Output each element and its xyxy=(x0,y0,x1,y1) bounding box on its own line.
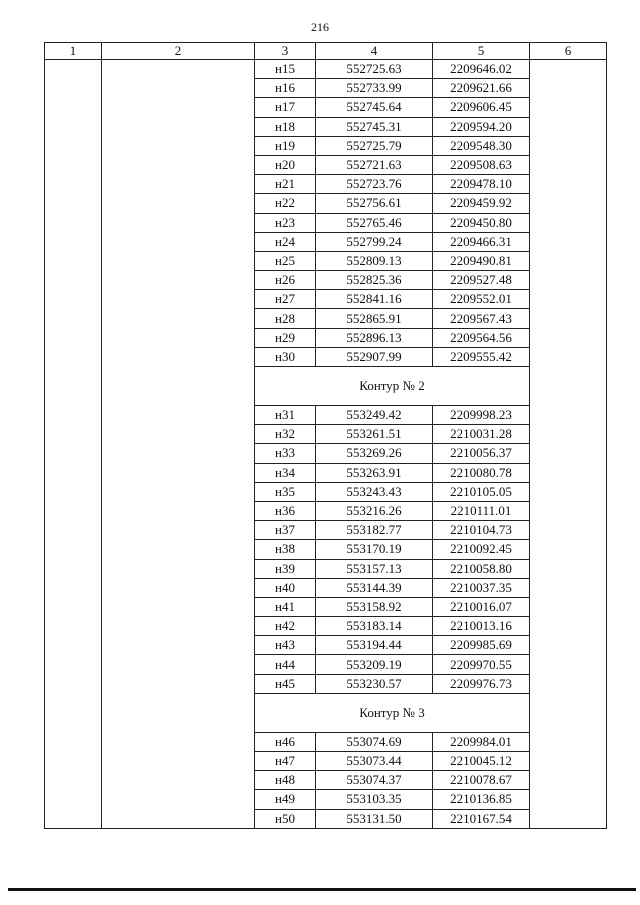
bottom-rule xyxy=(8,888,636,891)
x-coordinate-cell: 552865.91 xyxy=(316,309,433,328)
point-id-cell: н41 xyxy=(255,597,316,616)
y-coordinate-cell: 2210013.16 xyxy=(433,617,530,636)
y-coordinate-cell: 2209459.92 xyxy=(433,194,530,213)
table-body xyxy=(45,60,607,829)
column-header: 1 xyxy=(45,43,102,60)
x-coordinate-cell: 552733.99 xyxy=(316,79,433,98)
x-coordinate-cell: 553074.69 xyxy=(316,732,433,751)
y-coordinate-cell: 2209606.45 xyxy=(433,98,530,117)
x-coordinate-cell: 553269.26 xyxy=(316,444,433,463)
point-id-cell: н23 xyxy=(255,213,316,232)
y-coordinate-cell: 2209555.42 xyxy=(433,347,530,366)
point-id-cell: н37 xyxy=(255,521,316,540)
x-coordinate-cell: 552799.24 xyxy=(316,232,433,251)
y-coordinate-cell: 2209976.73 xyxy=(433,674,530,693)
x-coordinate-cell: 552756.61 xyxy=(316,194,433,213)
coordinates-table xyxy=(44,42,607,829)
x-coordinate-cell: 552745.64 xyxy=(316,98,433,117)
x-coordinate-cell: 553073.44 xyxy=(316,752,433,771)
point-id-cell: н17 xyxy=(255,98,316,117)
x-coordinate-cell: 552765.46 xyxy=(316,213,433,232)
x-coordinate-cell: 553261.51 xyxy=(316,425,433,444)
y-coordinate-cell: 2209527.48 xyxy=(433,271,530,290)
x-coordinate-cell: 552809.13 xyxy=(316,251,433,270)
point-id-cell: н24 xyxy=(255,232,316,251)
y-coordinate-cell: 2209548.30 xyxy=(433,136,530,155)
point-id-cell: н19 xyxy=(255,136,316,155)
point-id-cell: н25 xyxy=(255,251,316,270)
point-id-cell: н18 xyxy=(255,117,316,136)
y-coordinate-cell: 2210016.07 xyxy=(433,597,530,616)
y-coordinate-cell: 2209508.63 xyxy=(433,155,530,174)
y-coordinate-cell: 2209450.80 xyxy=(433,213,530,232)
y-coordinate-cell: 2210056.37 xyxy=(433,444,530,463)
contour-title: Контур № 2 xyxy=(255,367,530,406)
x-coordinate-cell: 553074.37 xyxy=(316,771,433,790)
x-coordinate-cell: 553103.35 xyxy=(316,790,433,809)
y-coordinate-cell: 2210092.45 xyxy=(433,540,530,559)
point-id-cell: н32 xyxy=(255,425,316,444)
point-id-cell: н48 xyxy=(255,771,316,790)
x-coordinate-cell: 553157.13 xyxy=(316,559,433,578)
column-header: 6 xyxy=(530,43,607,60)
point-id-cell: н30 xyxy=(255,347,316,366)
x-coordinate-cell: 553216.26 xyxy=(316,501,433,520)
x-coordinate-cell: 553263.91 xyxy=(316,463,433,482)
y-coordinate-cell: 2209970.55 xyxy=(433,655,530,674)
column-2-cell xyxy=(102,60,255,829)
y-coordinate-cell: 2210136.85 xyxy=(433,790,530,809)
y-coordinate-cell: 2210111.01 xyxy=(433,501,530,520)
x-coordinate-cell: 552745.31 xyxy=(316,117,433,136)
y-coordinate-cell: 2209984.01 xyxy=(433,732,530,751)
point-id-cell: н39 xyxy=(255,559,316,578)
x-coordinate-cell: 553230.57 xyxy=(316,674,433,693)
x-coordinate-cell: 552725.79 xyxy=(316,136,433,155)
point-id-cell: н36 xyxy=(255,501,316,520)
y-coordinate-cell: 2210104.73 xyxy=(433,521,530,540)
x-coordinate-cell: 553182.77 xyxy=(316,521,433,540)
point-id-cell: н21 xyxy=(255,175,316,194)
x-coordinate-cell: 553183.14 xyxy=(316,617,433,636)
x-coordinate-cell: 552825.36 xyxy=(316,271,433,290)
y-coordinate-cell: 2210167.54 xyxy=(433,809,530,828)
x-coordinate-cell: 553194.44 xyxy=(316,636,433,655)
column-header: 5 xyxy=(433,43,530,60)
column-1-cell xyxy=(45,60,102,829)
y-coordinate-cell: 2210037.35 xyxy=(433,578,530,597)
x-coordinate-cell: 552841.16 xyxy=(316,290,433,309)
point-id-cell: н42 xyxy=(255,617,316,636)
point-id-cell: н33 xyxy=(255,444,316,463)
point-id-cell: н20 xyxy=(255,155,316,174)
y-coordinate-cell: 2209594.20 xyxy=(433,117,530,136)
x-coordinate-cell: 553131.50 xyxy=(316,809,433,828)
point-id-cell: н26 xyxy=(255,271,316,290)
point-id-cell: н50 xyxy=(255,809,316,828)
y-coordinate-cell: 2209490.81 xyxy=(433,251,530,270)
y-coordinate-cell: 2209621.66 xyxy=(433,79,530,98)
point-id-cell: н49 xyxy=(255,790,316,809)
point-id-cell: н31 xyxy=(255,406,316,425)
y-coordinate-cell: 2210031.28 xyxy=(433,425,530,444)
x-coordinate-cell: 552723.76 xyxy=(316,175,433,194)
point-id-cell: н22 xyxy=(255,194,316,213)
point-id-cell: н47 xyxy=(255,752,316,771)
y-coordinate-cell: 2209998.23 xyxy=(433,406,530,425)
table-row xyxy=(45,60,607,79)
x-coordinate-cell: 553170.19 xyxy=(316,540,433,559)
y-coordinate-cell: 2209564.56 xyxy=(433,328,530,347)
x-coordinate-cell: 552725.63 xyxy=(316,60,433,79)
point-id-cell: н35 xyxy=(255,482,316,501)
y-coordinate-cell: 2209985.69 xyxy=(433,636,530,655)
table-header-row xyxy=(45,43,607,60)
x-coordinate-cell: 553209.19 xyxy=(316,655,433,674)
point-id-cell: н15 xyxy=(255,60,316,79)
y-coordinate-cell: 2210078.67 xyxy=(433,771,530,790)
x-coordinate-cell: 553243.43 xyxy=(316,482,433,501)
y-coordinate-cell: 2210105.05 xyxy=(433,482,530,501)
point-id-cell: н40 xyxy=(255,578,316,597)
point-id-cell: н34 xyxy=(255,463,316,482)
point-id-cell: н29 xyxy=(255,328,316,347)
point-id-cell: н28 xyxy=(255,309,316,328)
point-id-cell: н16 xyxy=(255,79,316,98)
x-coordinate-cell: 552896.13 xyxy=(316,328,433,347)
contour-title: Контур № 3 xyxy=(255,693,530,732)
y-coordinate-cell: 2209478.10 xyxy=(433,175,530,194)
column-6-cell xyxy=(530,60,607,829)
point-id-cell: н44 xyxy=(255,655,316,674)
x-coordinate-cell: 552721.63 xyxy=(316,155,433,174)
y-coordinate-cell: 2209646.02 xyxy=(433,60,530,79)
y-coordinate-cell: 2210080.78 xyxy=(433,463,530,482)
column-header: 2 xyxy=(102,43,255,60)
y-coordinate-cell: 2209466.31 xyxy=(433,232,530,251)
page-number: 216 xyxy=(311,20,329,34)
column-header: 3 xyxy=(255,43,316,60)
y-coordinate-cell: 2210058.80 xyxy=(433,559,530,578)
column-header: 4 xyxy=(316,43,433,60)
y-coordinate-cell: 2209567.43 xyxy=(433,309,530,328)
x-coordinate-cell: 553158.92 xyxy=(316,597,433,616)
x-coordinate-cell: 553144.39 xyxy=(316,578,433,597)
y-coordinate-cell: 2209552.01 xyxy=(433,290,530,309)
x-coordinate-cell: 553249.42 xyxy=(316,406,433,425)
point-id-cell: н43 xyxy=(255,636,316,655)
y-coordinate-cell: 2210045.12 xyxy=(433,752,530,771)
x-coordinate-cell: 552907.99 xyxy=(316,347,433,366)
point-id-cell: н27 xyxy=(255,290,316,309)
point-id-cell: н46 xyxy=(255,732,316,751)
point-id-cell: н38 xyxy=(255,540,316,559)
point-id-cell: н45 xyxy=(255,674,316,693)
